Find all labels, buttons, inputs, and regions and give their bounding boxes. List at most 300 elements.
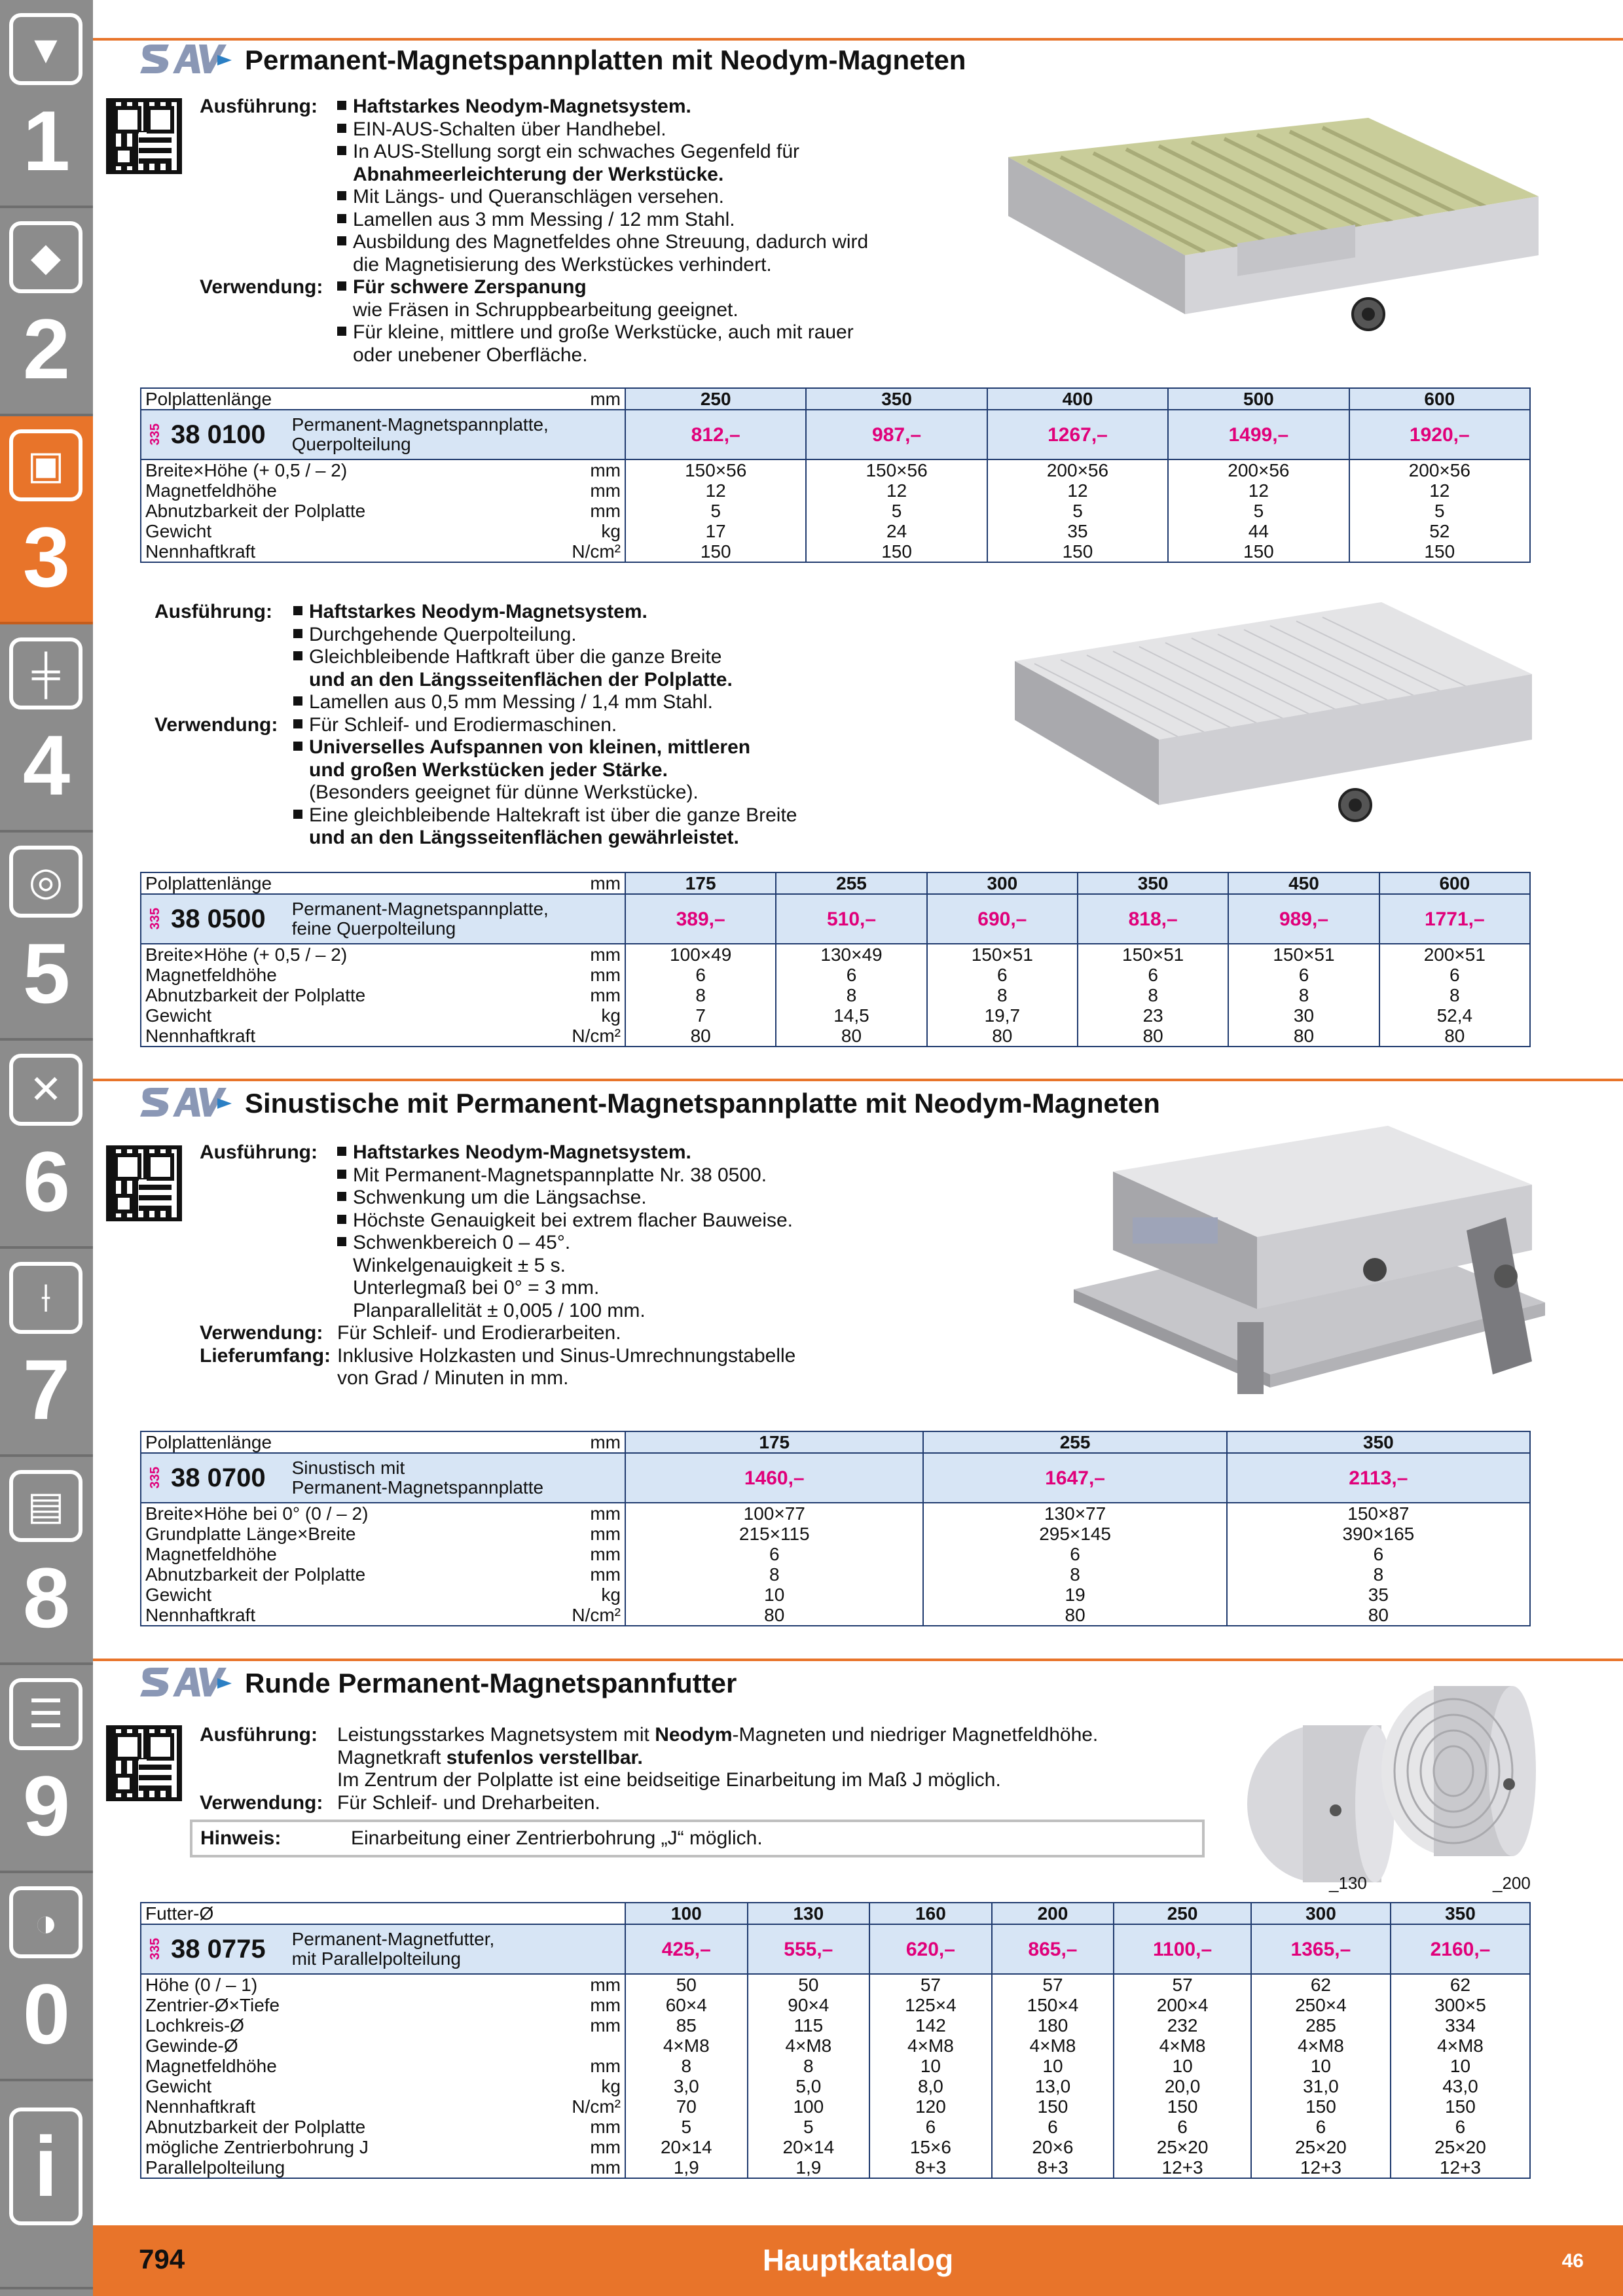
value-cell: 57 (992, 1974, 1114, 1995)
feature-text: Lamellen aus 0,5 mm Messing / 1,4 mm Stahl. (309, 691, 713, 713)
ausfuehrung-label: Ausführung: (200, 1141, 318, 1163)
row-label: Gewicht (141, 1585, 566, 1605)
row-unit: N/cm² (566, 1605, 625, 1626)
figure-label: _130 (1329, 1873, 1367, 1893)
feature-text: In AUS-Stellung sorgt ein schwaches Gegenfeld für (353, 141, 800, 162)
price-cell: 818,– (1078, 894, 1228, 944)
feature-text: Schwenkbereich 0 – 45°. (353, 1232, 571, 1253)
row-label: Breite×Höhe (+ 0,5 / – 2) (141, 459, 566, 480)
value-cell: 23 (1078, 1005, 1228, 1026)
feature-text: Lamellen aus 3 mm Messing / 12 mm Stahl. (353, 208, 735, 230)
section-header (140, 1084, 1319, 1123)
sidebar-tab-5[interactable] (0, 833, 93, 1041)
value-cell: 150 (1349, 541, 1530, 562)
value-cell: 50 (748, 1974, 870, 1995)
row-unit: mm (566, 965, 625, 985)
price-cell: 1647,– (923, 1453, 1226, 1503)
qr-code-icon[interactable] (106, 1145, 182, 1221)
sidebar-tab-2[interactable] (0, 208, 93, 416)
table-row (141, 1995, 1530, 2015)
value-cell: 6 (1227, 1544, 1530, 1564)
table-row (141, 1585, 1530, 1605)
price-cell: 1460,– (625, 1453, 923, 1503)
feature-text: Haftstarkes Neodym-Magnetsystem. (309, 601, 647, 622)
wrench-icon: ✕ (9, 1054, 82, 1126)
feature-text: und an den Längsseitenflächen der Polplatte. (309, 668, 733, 691)
table-row (141, 541, 1530, 562)
magnet-chuck-fine-image (1002, 596, 1545, 844)
value-cell: 115 (748, 2015, 870, 2036)
value-cell: 35 (987, 521, 1168, 541)
value-cell: 4×M8 (869, 2036, 992, 2056)
value-cell: 8 (625, 985, 776, 1005)
feature-text: Schwenkung um die Längsachse. (353, 1187, 647, 1208)
value-cell: 150 (1168, 541, 1349, 562)
value-cell: 12 (1168, 480, 1349, 501)
value-cell: 4×M8 (1251, 2036, 1391, 2056)
sidebar-tab-4[interactable] (0, 624, 93, 833)
value-cell: 57 (1114, 1974, 1251, 1995)
article-description: Permanent-Magnetspannplatte, Querpolteilung (291, 414, 549, 454)
size-header: 255 (923, 1431, 1226, 1453)
sidebar-tab-number: 9 (22, 1758, 71, 1854)
feature-text: Höchste Genauigkeit bei extrem flacher Bauweise. (353, 1209, 793, 1231)
row-unit: mm (566, 480, 625, 501)
feature-text: Winkelgenauigkeit ± 5 s. (353, 1254, 566, 1276)
row-unit: mm (566, 2015, 625, 2036)
value-cell: 300×5 (1391, 1995, 1530, 2015)
spec-table (140, 1902, 1531, 2179)
spec-table (140, 872, 1531, 1047)
row-unit: mm (566, 944, 625, 965)
info-icon: i (9, 2108, 82, 2225)
value-cell: 10 (1391, 2056, 1530, 2076)
feature-text: Neodym (655, 1724, 733, 1746)
feature-text: Planparallelität ± 0,005 / 100 mm. (353, 1299, 646, 1321)
scope-text: von Grad / Minuten in mm. (337, 1367, 569, 1389)
value-cell: 150×51 (1228, 944, 1379, 965)
size-header: 450 (1228, 872, 1379, 894)
usage-text: Für Schleif- und Dreharbeiten. (337, 1791, 600, 1814)
spec-table (140, 1431, 1531, 1626)
row-unit: kg (566, 521, 625, 541)
value-cell: 8+3 (992, 2157, 1114, 2178)
value-cell: 4×M8 (748, 2036, 870, 2056)
value-cell: 12 (987, 480, 1168, 501)
row-label: Magnetfeldhöhe (141, 1544, 566, 1564)
page-footer (93, 2225, 1623, 2296)
value-cell: 80 (1227, 1605, 1530, 1626)
value-cell: 150 (806, 541, 987, 562)
feature-text: Haftstarkes Neodym-Magnetsystem. (353, 1141, 691, 1163)
row-label: Abnutzbarkeit der Polplatte (141, 501, 566, 521)
value-cell: 57 (869, 1974, 992, 1995)
table-row (141, 459, 1530, 480)
value-cell: 4×M8 (992, 2036, 1114, 2056)
sidebar-tab-1[interactable] (0, 0, 93, 208)
value-cell: 62 (1251, 1974, 1391, 1995)
value-cell: 232 (1114, 2015, 1251, 2036)
sidebar-tab-number: 8 (22, 1550, 71, 1645)
feature-text: Mit Längs- und Queranschlägen versehen. (353, 186, 725, 207)
value-cell: 10 (1114, 2056, 1251, 2076)
value-cell: 17 (625, 521, 806, 541)
hint-box (190, 1820, 1205, 1857)
value-cell: 100×49 (625, 944, 776, 965)
insert-icon: ◆ (9, 221, 82, 293)
row-label: Breite×Höhe bei 0° (0 / – 2) (141, 1503, 566, 1524)
value-cell: 44 (1168, 521, 1349, 541)
saw-icon: ◎ (9, 846, 82, 918)
section-title: Permanent-Magnetspannplatten mit Neodym-Magneten (245, 45, 966, 75)
value-cell: 8 (1227, 1564, 1530, 1585)
row-label: mögliche Zentrierbohrung J (141, 2137, 566, 2157)
article-description: Permanent-Magnetfutter, mit Parallelpolteilung (291, 1929, 495, 1969)
value-cell: 80 (923, 1605, 1226, 1626)
price-cell: 1365,– (1251, 1924, 1391, 1974)
value-cell: 6 (625, 965, 776, 985)
value-cell: 3,0 (625, 2076, 748, 2096)
row-unit: mm (566, 2117, 625, 2137)
sav-logo-icon (140, 1665, 232, 1699)
sidebar-tab-11[interactable] (0, 2081, 93, 2289)
value-cell: 125×4 (869, 1995, 992, 2015)
value-cell: 150×4 (992, 1995, 1114, 2015)
value-cell: 24 (806, 521, 987, 541)
row-unit: mm (566, 1995, 625, 2015)
price-cell: 812,– (625, 410, 806, 459)
article-prefix: 335 (148, 1938, 162, 1960)
price-cell: 389,– (625, 894, 776, 944)
qr-code-icon[interactable] (106, 1725, 182, 1801)
usage-text: Universelles Aufspannen von kleinen, mittleren (309, 736, 751, 758)
value-cell: 8+3 (869, 2157, 992, 2178)
section-title: Sinustische mit Permanent-Magnetspannplatte mit Neodym-Magneten (245, 1088, 1160, 1119)
value-cell: 80 (776, 1026, 926, 1047)
value-cell: 180 (992, 2015, 1114, 2036)
figure-label: _200 (1493, 1873, 1531, 1893)
price-cell: 425,– (625, 1924, 748, 1974)
value-cell: 6 (869, 2117, 992, 2137)
value-cell: 80 (625, 1026, 776, 1047)
value-cell: 50 (625, 1974, 748, 1995)
row-label: Magnetfeldhöhe (141, 480, 566, 501)
value-cell: 150 (992, 2096, 1114, 2117)
row-unit: N/cm² (566, 541, 625, 562)
value-cell: 35 (1227, 1585, 1530, 1605)
row-label: Gewicht (141, 521, 566, 541)
value-cell: 52,4 (1379, 1005, 1530, 1026)
table-row (141, 944, 1530, 965)
price-cell: 865,– (992, 1924, 1114, 1974)
value-cell: 5 (1349, 501, 1530, 521)
value-cell: 150 (1114, 2096, 1251, 2117)
product-description (200, 96, 868, 367)
feature-text: Unterlegmaß bei 0° = 3 mm. (353, 1277, 600, 1299)
table-row (141, 2056, 1530, 2076)
table-row (141, 501, 1530, 521)
row-unit: mm (566, 1524, 625, 1544)
row-unit (566, 2036, 625, 2056)
price-cell: 1267,– (987, 410, 1168, 459)
value-cell: 5 (987, 501, 1168, 521)
article-prefix: 335 (148, 1467, 162, 1489)
value-cell: 150 (625, 541, 806, 562)
price-cell: 2160,– (1391, 1924, 1530, 1974)
ausfuehrung-label: Ausführung: (155, 601, 272, 622)
value-cell: 15×6 (869, 2137, 992, 2157)
article-number: 38 0700 (171, 1463, 266, 1492)
value-cell: 6 (1379, 965, 1530, 985)
value-cell: 6 (1078, 965, 1228, 985)
chuck-icon: ▣ (9, 429, 82, 501)
value-cell: 13,0 (992, 2076, 1114, 2096)
row-unit: kg (566, 2076, 625, 2096)
verwendung-label: Verwendung: (200, 276, 323, 298)
value-cell: 8,0 (869, 2076, 992, 2096)
value-cell: 19 (923, 1585, 1226, 1605)
value-cell: 80 (1379, 1026, 1530, 1047)
value-cell: 5,0 (748, 2076, 870, 2096)
price-cell: 1920,– (1349, 410, 1530, 459)
table-row (141, 965, 1530, 985)
cabinet-icon: ☰ (9, 1678, 82, 1750)
feature-text: -Magneten und niedriger Magnetfeldhöhe. (732, 1724, 1099, 1746)
article-description: Sinustisch mit Permanent-Magnetspannplatte (291, 1458, 544, 1498)
usage-text: und an den Längsseitenflächen gewährleistet. (309, 827, 739, 848)
value-cell: 5 (625, 2117, 748, 2137)
value-cell: 43,0 (1391, 2076, 1530, 2096)
value-cell: 142 (869, 2015, 992, 2036)
table-head-unit: mm (566, 872, 625, 894)
value-cell: 150×87 (1227, 1503, 1530, 1524)
ausfuehrung-label: Ausführung: (200, 96, 318, 117)
value-cell: 80 (1228, 1026, 1379, 1047)
row-label: Breite×Höhe (+ 0,5 / – 2) (141, 944, 566, 965)
sidebar-tab-9[interactable] (0, 1665, 93, 1873)
toolbox-icon: ▤ (9, 1470, 82, 1542)
value-cell: 12 (1349, 480, 1530, 501)
sidebar-tab-3[interactable] (0, 416, 93, 624)
value-cell: 31,0 (1251, 2076, 1391, 2096)
row-unit: mm (566, 2157, 625, 2178)
feature-text: Gleichbleibende Haftkraft über die ganze Breite (309, 646, 722, 668)
value-cell: 5 (1168, 501, 1349, 521)
feature-text: Leistungsstarkes Magnetsystem mit (337, 1724, 655, 1746)
size-header: 350 (1391, 1903, 1530, 1924)
size-header: 100 (625, 1903, 748, 1924)
row-unit: mm (566, 985, 625, 1005)
size-header: 350 (1078, 872, 1228, 894)
table-row (141, 521, 1530, 541)
row-label: Nennhaftkraft (141, 1605, 566, 1626)
feature-text: Haftstarkes Neodym-Magnetsystem. (353, 96, 691, 117)
table-row (141, 1524, 1530, 1544)
value-cell: 80 (625, 1605, 923, 1626)
article-cell (141, 1924, 625, 1974)
row-label: Gewicht (141, 2076, 566, 2096)
value-cell: 10 (992, 2056, 1114, 2076)
row-unit: mm (566, 1544, 625, 1564)
sidebar-tab-8[interactable] (0, 1457, 93, 1665)
value-cell: 60×4 (625, 1995, 748, 2015)
size-header: 500 (1168, 388, 1349, 410)
value-cell: 250×4 (1251, 1995, 1391, 2015)
value-cell: 130×77 (923, 1503, 1226, 1524)
value-cell: 80 (1078, 1026, 1228, 1047)
sav-logo-icon (140, 42, 232, 76)
value-cell: 6 (1251, 2117, 1391, 2137)
value-cell: 19,7 (927, 1005, 1078, 1026)
row-label: Grundplatte Länge×Breite (141, 1524, 566, 1544)
value-cell: 200×51 (1379, 944, 1530, 965)
feature-text: Magnetkraft (337, 1746, 447, 1768)
row-label: Parallelpolteilung (141, 2157, 566, 2178)
section-rule (93, 1659, 1623, 1661)
sidebar-tab-10[interactable] (0, 1873, 93, 2081)
value-cell: 150×51 (1078, 944, 1228, 965)
row-unit: mm (566, 459, 625, 480)
table-row (141, 2036, 1530, 2056)
value-cell: 150×51 (927, 944, 1078, 965)
value-cell: 25×20 (1114, 2137, 1251, 2157)
usage-text: Für schwere Zerspanung (353, 276, 587, 298)
value-cell: 10 (869, 2056, 992, 2076)
value-cell: 7 (625, 1005, 776, 1026)
value-cell: 1,9 (625, 2157, 748, 2178)
size-header: 300 (1251, 1903, 1391, 1924)
row-label: Abnutzbarkeit der Polplatte (141, 2117, 566, 2137)
qr-code-icon[interactable] (106, 98, 182, 174)
value-cell: 334 (1391, 2015, 1530, 2036)
row-label: Gewicht (141, 1005, 566, 1026)
table-row (141, 2076, 1530, 2096)
article-cell (141, 1453, 625, 1503)
feature-text: die Magnetisierung des Werkstückes verhindert. (353, 253, 772, 276)
product-description (200, 1724, 1098, 1814)
value-cell: 200×56 (1168, 459, 1349, 480)
size-header: 200 (992, 1903, 1114, 1924)
sidebar-tab-number: 6 (22, 1134, 71, 1229)
round-chucks-image (1237, 1679, 1539, 1889)
drill-icon: ▼ (9, 13, 82, 85)
value-cell: 62 (1391, 1974, 1530, 1995)
article-number: 38 0100 (171, 420, 266, 449)
value-cell: 14,5 (776, 1005, 926, 1026)
price-cell: 1100,– (1114, 1924, 1251, 1974)
row-label: Gewinde-Ø (141, 2036, 566, 2056)
table-row (141, 2096, 1530, 2117)
table-row (141, 1605, 1530, 1626)
chapter-sidebar (0, 0, 93, 2296)
size-header: 160 (869, 1903, 992, 1924)
table-head-label: Polplattenlänge (141, 388, 566, 410)
usage-text: Eine gleichbleibende Haltekraft ist über die ganze Breite (309, 804, 797, 826)
value-cell: 6 (1228, 965, 1379, 985)
row-label: Nennhaftkraft (141, 2096, 566, 2117)
row-label: Nennhaftkraft (141, 1026, 566, 1047)
row-unit: mm (566, 1564, 625, 1585)
feature-text: Im Zentrum der Polplatte ist eine beidseitige Einarbeitung im Maß J möglich. (337, 1769, 1001, 1791)
table-head-unit: mm (566, 388, 625, 410)
value-cell: 12+3 (1114, 2157, 1251, 2178)
value-cell: 12 (806, 480, 987, 501)
size-header: 250 (1114, 1903, 1251, 1924)
catalog-name: Hauptkatalog (762, 2243, 954, 2277)
pliers-icon: ⟊ (9, 1262, 82, 1334)
value-cell: 80 (927, 1026, 1078, 1047)
price-cell: 1771,– (1379, 894, 1530, 944)
value-cell: 150 (987, 541, 1168, 562)
row-unit: N/cm² (566, 2096, 625, 2117)
size-header: 255 (776, 872, 926, 894)
table-row (141, 1005, 1530, 1026)
size-header: 350 (806, 388, 987, 410)
section-header (140, 1664, 1057, 1703)
value-cell: 130×49 (776, 944, 926, 965)
table-head-label: Polplattenlänge (141, 872, 566, 894)
article-cell (141, 410, 625, 459)
price-cell: 989,– (1228, 894, 1379, 944)
sine-table-image (1074, 1126, 1545, 1446)
usage-text: oder unebener Oberfläche. (353, 344, 588, 366)
article-prefix: 335 (148, 423, 162, 446)
table-row (141, 2117, 1530, 2137)
page-number: 794 (139, 2244, 185, 2274)
value-cell: 8 (625, 2056, 748, 2076)
sidebar-tab-number: 4 (22, 717, 71, 813)
row-unit: mm (566, 2056, 625, 2076)
value-cell: 150 (1251, 2096, 1391, 2117)
size-header: 600 (1349, 388, 1530, 410)
value-cell: 200×56 (1349, 459, 1530, 480)
value-cell: 8 (923, 1564, 1226, 1585)
sidebar-tab-number: 7 (22, 1342, 71, 1437)
row-label: Abnutzbarkeit der Polplatte (141, 1564, 566, 1585)
sidebar-tab-number: 3 (22, 509, 71, 605)
value-cell: 20,0 (1114, 2076, 1251, 2096)
usage-text: wie Fräsen in Schruppbearbeitung geeignet. (353, 298, 739, 321)
product-description (155, 601, 797, 850)
usage-text: Für kleine, mittlere und große Werkstücke, auch mit rauer (353, 321, 854, 343)
row-label: Magnetfeldhöhe (141, 965, 566, 985)
price-cell: 987,– (806, 410, 987, 459)
value-cell: 6 (1391, 2117, 1530, 2137)
row-unit: mm (566, 501, 625, 521)
value-cell: 12+3 (1251, 2157, 1391, 2178)
sidebar-tab-7[interactable] (0, 1249, 93, 1457)
usage-text: Für Schleif- und Erodierarbeiten. (337, 1322, 621, 1344)
usage-text: Für Schleif- und Erodiermaschinen. (309, 713, 617, 736)
price-cell: 690,– (927, 894, 1078, 944)
value-cell: 12 (625, 480, 806, 501)
value-cell: 90×4 (748, 1995, 870, 2015)
article-cell (141, 894, 625, 944)
table-row (141, 480, 1530, 501)
safety-glasses-icon: ◑ (9, 1886, 82, 1958)
value-cell: 20×14 (748, 2137, 870, 2157)
section-rule (93, 1079, 1623, 1081)
article-prefix: 335 (148, 908, 162, 930)
sidebar-tab-number: 5 (22, 925, 71, 1021)
value-cell: 8 (1379, 985, 1530, 1005)
scope-text: Inklusive Holzkasten und Sinus-Umrechnungstabelle (337, 1344, 796, 1367)
sidebar-tab-6[interactable] (0, 1041, 93, 1249)
page-code: 46 (1561, 2250, 1584, 2272)
value-cell: 150×56 (625, 459, 806, 480)
feature-text: Durchgehende Querpolteilung. (309, 623, 577, 645)
value-cell: 8 (625, 1564, 923, 1585)
